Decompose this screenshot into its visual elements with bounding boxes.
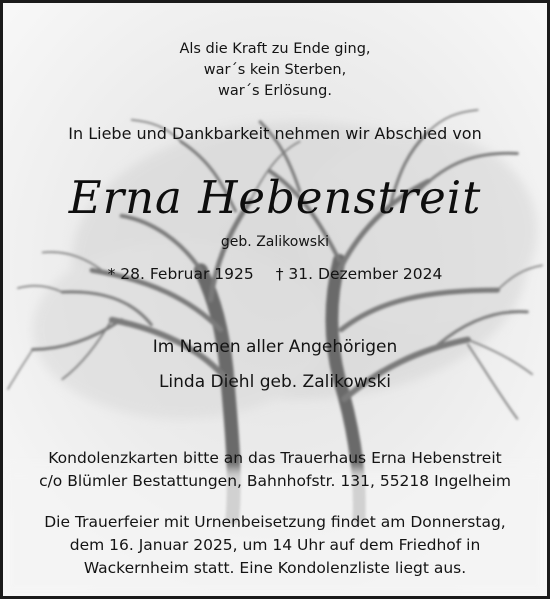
ceremony-line-3: Wackernheim statt. Eine Kondolenzliste liegt aus. (83, 559, 467, 577)
ceremony-line-2: dem 16. Januar 2025, um 14 Uhr auf dem Friedhof in (69, 536, 481, 554)
obituary-text (3, 3, 547, 596)
mourner-name: Linda Diehl geb. Zalikowski (158, 372, 392, 392)
condolence-line-1: Kondolenzkarten bitte an das Trauerhaus Erna Hebenstreit (48, 449, 502, 467)
death-date: † 31. Dezember 2024 (275, 265, 443, 283)
birth-date: * 28. Februar 1925 (107, 265, 254, 283)
deceased-name: Erna Hebenstreit (68, 171, 482, 224)
life-dates (3, 265, 547, 283)
poem-line-1: Als die Kraft zu Ende ging, (179, 41, 371, 57)
ceremony-line-1: Die Trauerfeier mit Urnenbeisetzung findet am Donnerstag, (44, 513, 506, 531)
condolence-line-2: c/o Blümler Bestattungen, Bahnhofstr. 131, 55218 Ingelheim (39, 472, 511, 490)
poem-line-3: war´s Erlösung. (218, 83, 332, 99)
poem-line-2: war´s kein Sterben, (203, 62, 347, 78)
farewell-intro: In Liebe und Dankbarkeit nehmen wir Abschied von (68, 124, 482, 143)
birth-name: geb. Zalikowski (220, 234, 330, 250)
mourners-heading: Im Namen aller Angehörigen (152, 337, 398, 357)
